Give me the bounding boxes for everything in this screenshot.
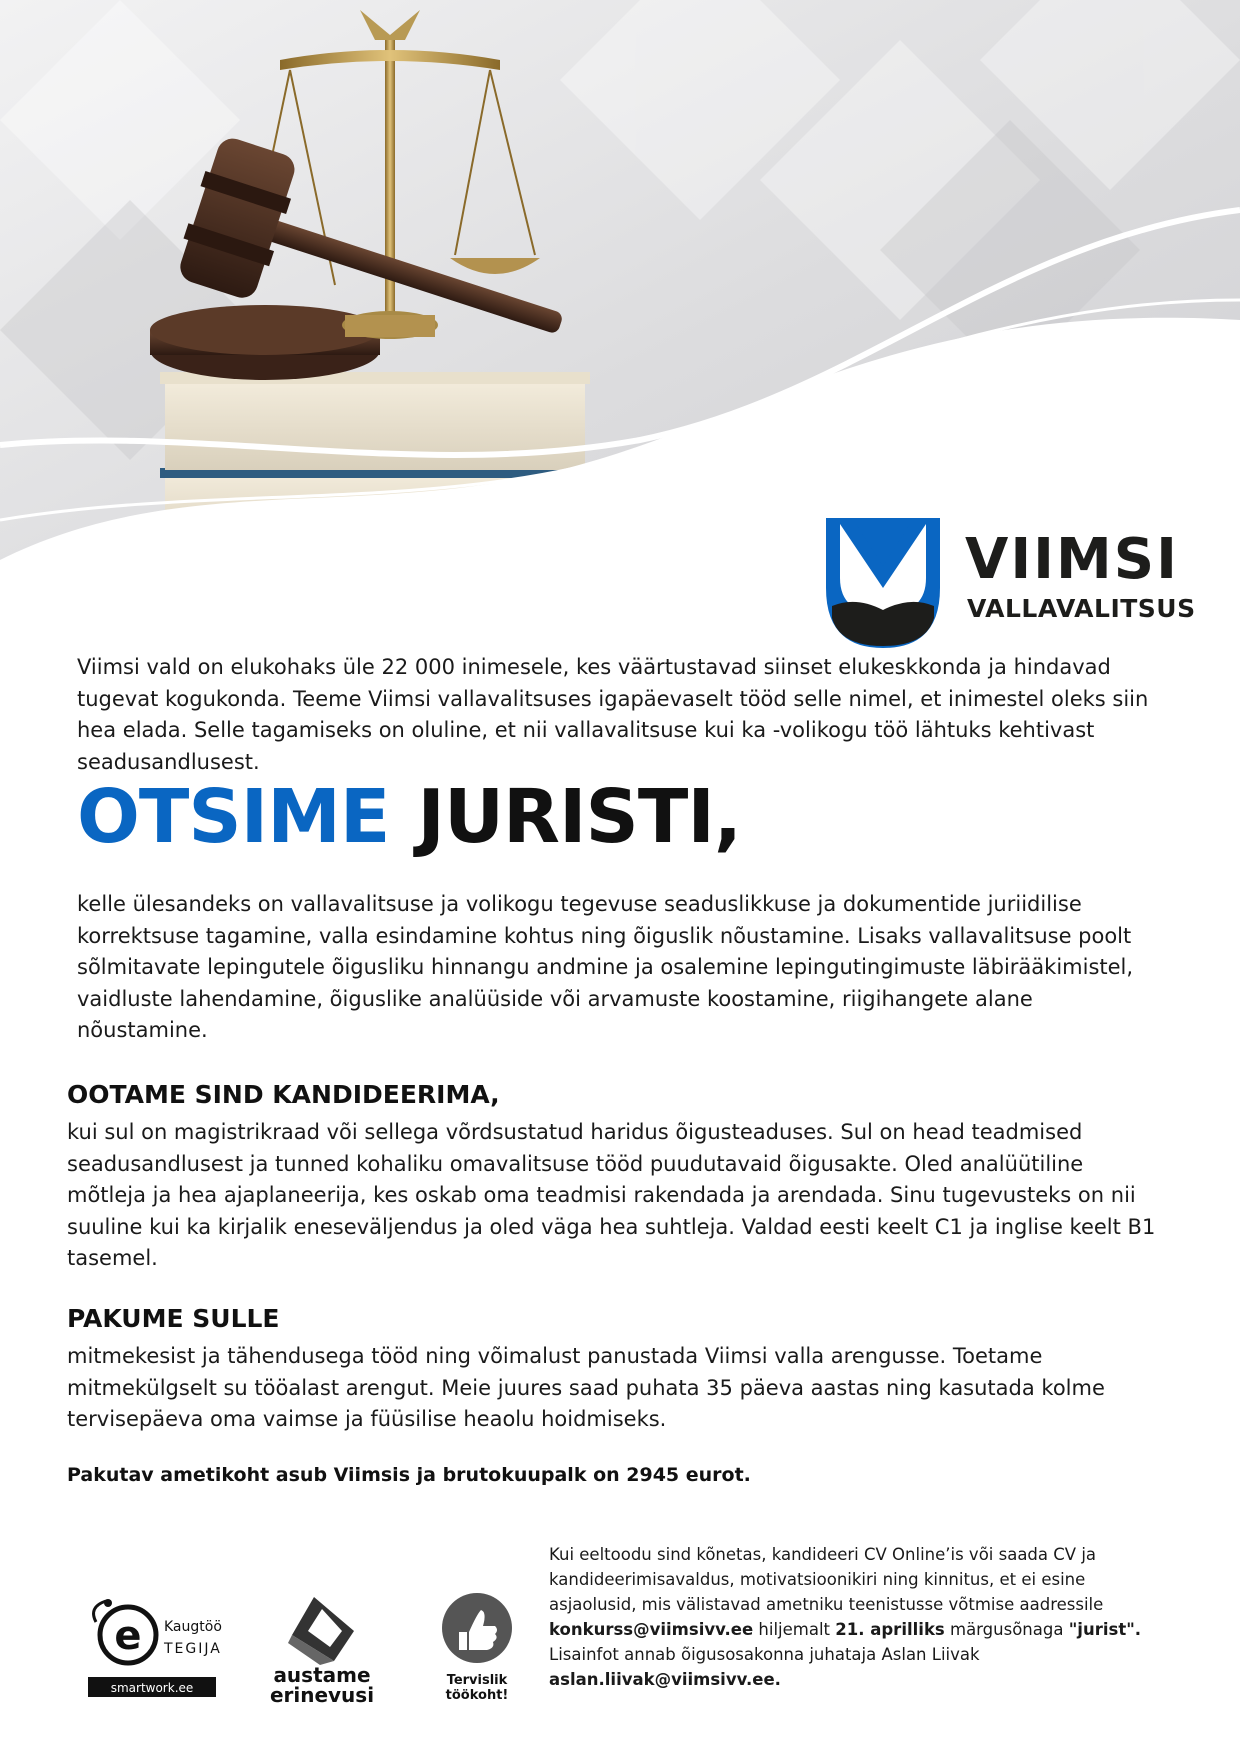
health-badge-line1: Tervislik — [446, 1673, 508, 1688]
offer-paragraph: mitmekesist ja tähendusega tööd ning võimalust panustada Viimsi valla arengusse. Toetame mitmekülgselt su tööalast arengut. Meie juures saad puhata 35 päeva aastas ning kasutada kolme tervisepäeva oma vaimse ja füüsilise heaolu hoidmiseks. — [67, 1344, 1105, 1431]
headline-black: JURISTI, — [417, 774, 741, 860]
page-headline — [77, 774, 741, 860]
headline-blue: OTSIME — [77, 774, 390, 860]
health-badge-line2: töökoht! — [445, 1688, 509, 1703]
salary-note: Pakutav ametikoht asub Viimsis ja brutokuupalk on 2945 eurot. — [67, 1464, 751, 1486]
remote-badge-line1: Kaugtöö — [164, 1619, 222, 1635]
remote-badge-site: smartwork.ee — [110, 1681, 194, 1695]
viimsi-logo-icon — [826, 518, 940, 648]
diversity-badge-line2: erinevusi — [269, 1683, 375, 1705]
brand-subtitle: VALLAVALITSUS — [967, 594, 1196, 623]
duties-paragraph: kelle ülesandeks on vallavalitsuse ja volikogu tegevuse seaduslikkuse ja dokumentide juriidilise korrektsuse tagamine, valla esindamine kohtus ning õiguslik nõustamine. Lisaks vallavalitsuse poolt sõlmitavate lepingutele õigusliku hinnangu andmine ja osalemine lepingutingimuste läbirääkimistel, vaidluste lahendamine, õiguslike analüüside või arvamuste koostamine, riigihangete alane nõustamine. — [77, 892, 1134, 1042]
intro-paragraph: Viimsi vald on elukohaks üle 22 000 inimesele, kes väärtustavad siinset elukeskkonda ja hindavad tugevat kogukonda. Teeme Viimsi vallavalitsuses igapäevaselt tööd selle nimel, et inimestel oleks siin hea elada. Selle tagamiseks on oluline, et nii vallavalitsuse kui ka -volikogu töö lähtuks kehtivast seadusandlusest. — [77, 655, 1149, 774]
contact-paragraph: Kui eeltoodu sind kõnetas, kandideeri CV Online’is või saada CV ja kandideerimisavaldus, motivatsioonikiri ning kinnitus, et ei esine asjaolusid, mis välistavad ametniku teenistusse võtmise aadressile konkurss@viimsivv.ee hiljemalt 21. aprilliks märgusõnaga "jurist". Lisainfot annab õigusosakonna juhataja Aslan Liivak aslan.liivak@viimsivv.ee. — [549, 1545, 1142, 1689]
deadline: 21. aprilliks — [835, 1620, 945, 1639]
requirements-paragraph: kui sul on magistrikraad või sellega võrdsustatud haridus õigusteaduses. Sul on head teadmised seadusandlusest ja tunned kohaliku omavalitsuse tööd puudutavaid õigusakte. Oled analüütiline mõtleja ja hea ajaplaneerija, kes oskab oma teadmisi rakendada ja arendada. Sinu tugevusteks on nii suuline kui ka kirjalik eneseväljendus ja oled väga hea suhtleja. Valdad eesti keelt C1 ja inglise keelt B1 tasemel. — [67, 1120, 1156, 1270]
diversity-badge-line1: austame — [273, 1663, 371, 1687]
diversity-badge-icon — [262, 1595, 382, 1705]
remote-badge-letter: e — [114, 1613, 142, 1659]
remote-work-badge-icon — [78, 1597, 228, 1702]
healthy-workplace-badge-icon — [437, 1592, 517, 1704]
offer-heading: PAKUME SULLE — [67, 1304, 280, 1333]
keyword: "jurist". — [1068, 1620, 1142, 1639]
application-email-link[interactable]: konkurss@viimsivv.ee — [549, 1620, 754, 1639]
remote-badge-line2: TEGIJA — [164, 1641, 222, 1657]
requirements-heading: OOTAME SIND KANDIDEERIMA, — [67, 1080, 500, 1109]
contact-email-link[interactable]: aslan.liivak@viimsivv.ee. — [549, 1670, 781, 1689]
brand-title: VIIMSI — [965, 527, 1179, 592]
